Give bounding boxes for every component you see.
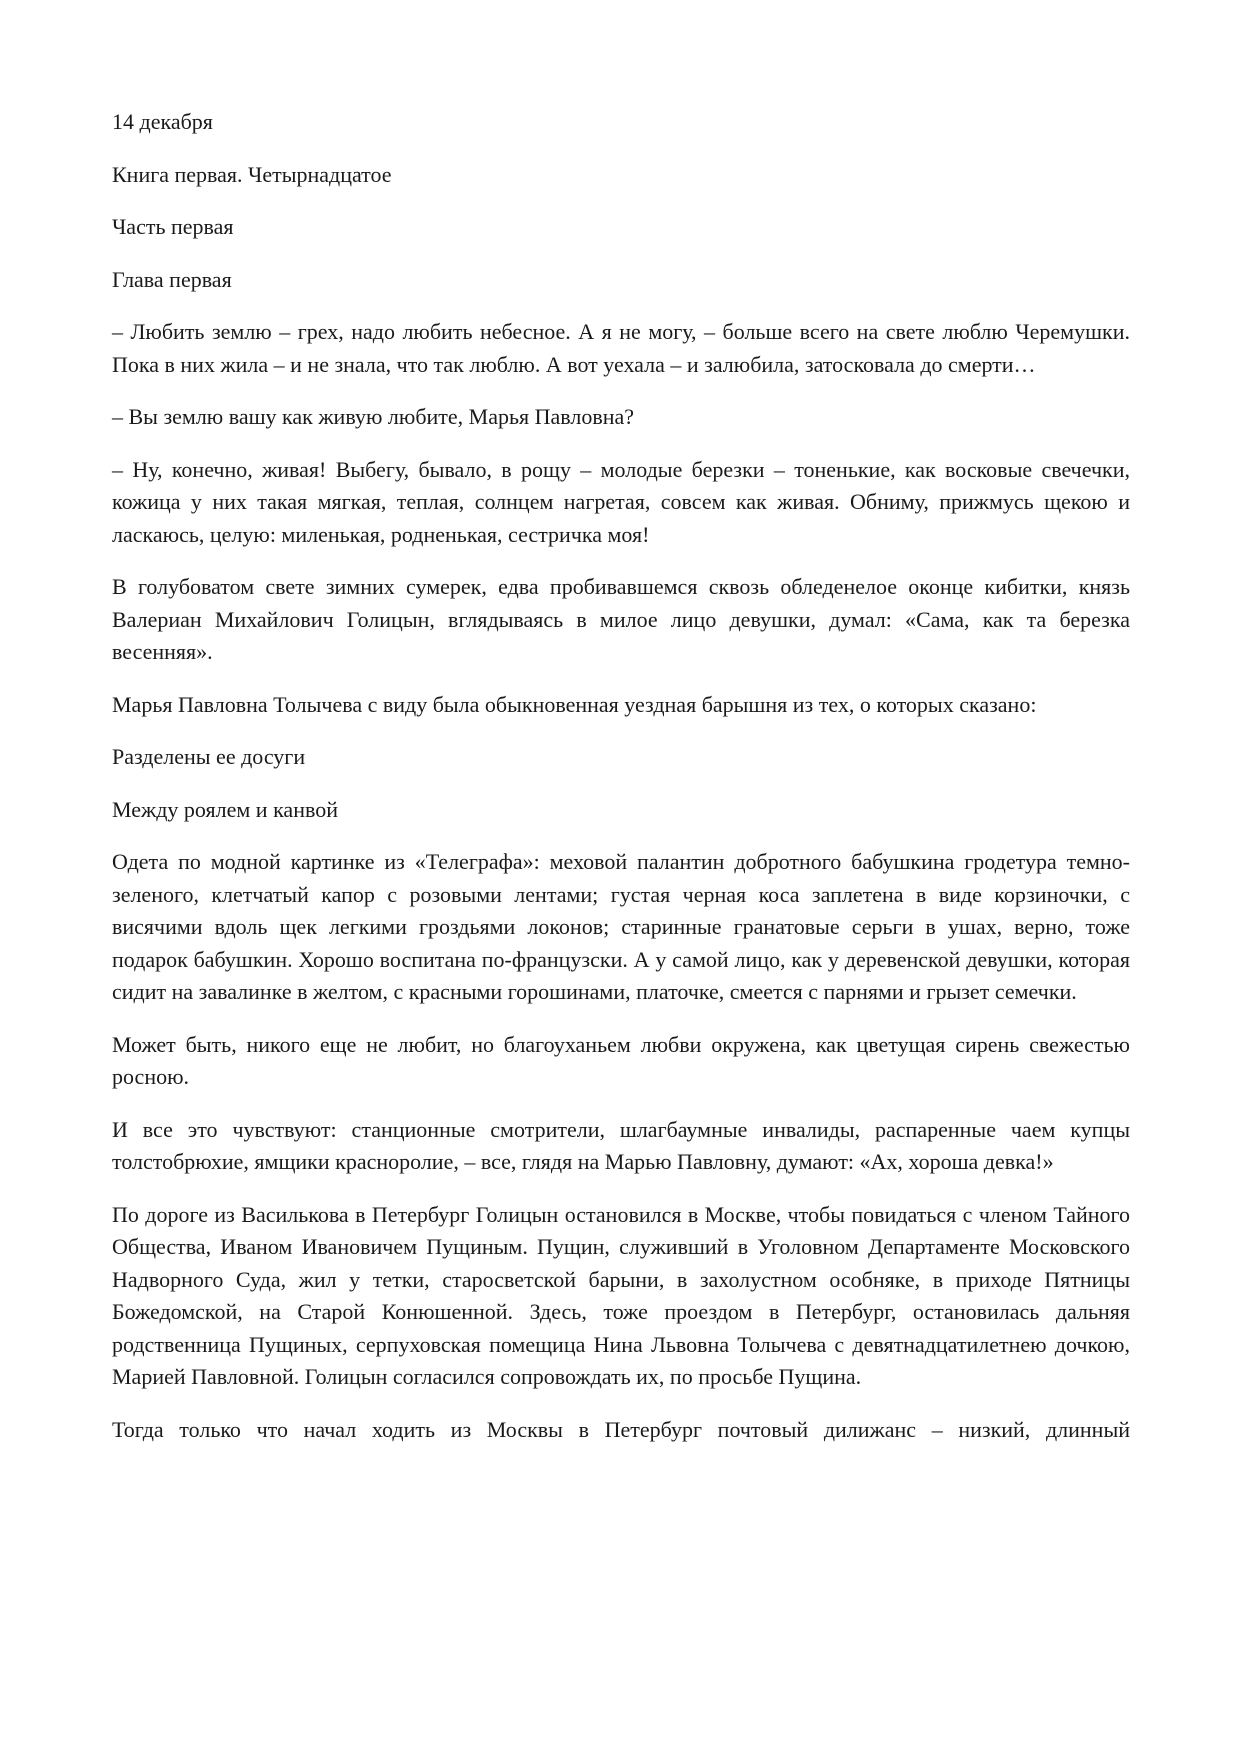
paragraph: – Вы землю вашу как живую любите, Марья Павловна?	[112, 404, 635, 429]
date-line: 14 декабря	[112, 109, 213, 134]
paragraph: – Ну, конечно, живая! Выбегу, бывало, в рощу – молодые березки – тоненькие, как восковые свечечки, кожица у них такая мягкая, теплая, солнцем нагретая, совсем как живая. Обниму, прижмусь щекою и ласкаюсь, целую: миленькая, родненькая, сестричка моя!	[112, 456, 1130, 547]
chapter-title: Глава первая	[112, 266, 232, 292]
paragraph: По дороге из Василькова в Петербург Голицын остановился в Москве, чтобы повидаться с членом Тайного Общества, Иваном Ивановичем Пущиным. Пущин, служивший в Уголовном Департаменте Московского Надворного Суда, жил у тетки, старосветской барыни, в захолустном особняке, в приходе Пятницы Божедомской, на Старой Конюшенной. Здесь, тоже проездом в Петербург, остановилась дальняя родственница Пущиных, серпуховская помещица Нина Львовна Толычева с девятнадцатилетнею дочкою, Марией Павловной. Голицын согласился сопровождать их, по просьбе Пущина.	[112, 1201, 1130, 1389]
verse-line: Разделены ее досуги	[112, 744, 306, 769]
part-title: Часть первая	[112, 214, 234, 239]
paragraph: И все это чувствуют: станционные смотрители, шлагбаумные инвалиды, распаренные чаем купцы толстобрюхие, ямщики красноролие, – все, глядя на Марью Павловну, думают: «Ах, хороша девка!»	[112, 1116, 1130, 1174]
paragraph: В голубоватом свете зимних сумерек, едва пробивавшемся сквозь обледенелое оконце кибитки, князь Валериан Михайлович Голицын, вглядываясь в милое лицо девушки, думал: «Сама, как та березка весенняя».	[112, 574, 1130, 664]
paragraph: – Любить землю – грех, надо любить небесное. А я не могу, – больше всего на свете люблю Черемушки. Пока в них жила – и не знала, что так люблю. А вот уехала – и залюбила, затосковала до смерти…	[112, 319, 1130, 377]
verse-line: Между роялем и канвой	[112, 796, 338, 822]
paragraph: Марья Павловна Толычева с виду была обыкновенная уездная барышня из тех, о которых сказано:	[112, 691, 1037, 717]
paragraph: Может быть, никого еще не любит, но благоуханьем любви окружена, как цветущая сирень свежестью росною.	[112, 1031, 1130, 1089]
paragraph: Тогда только что начал ходить из Москвы в Петербург почтовый дилижанс – низкий, длинный	[112, 1416, 1130, 1442]
paragraph: Одета по модной картинке из «Телеграфа»: меховой палантин добротного бабушкина гродетура темно-зеленого, клетчатый капор с розовыми лентами; густая черная коса заплетена в виде корзиночки, с висячими вдоль щек легкими гроздьями локонов; старинные гранатовые серьги в ушах, верно, тоже подарок бабушкин. Хорошо воспитана по-французски. А у самой лицо, как у деревенской девушки, которая сидит на завалинке в желтом, с красными горошинами, платочке, смеется с парнями и грызет семечки.	[112, 849, 1130, 1004]
book-title: Книга первая. Четырнадцатое	[112, 161, 392, 187]
